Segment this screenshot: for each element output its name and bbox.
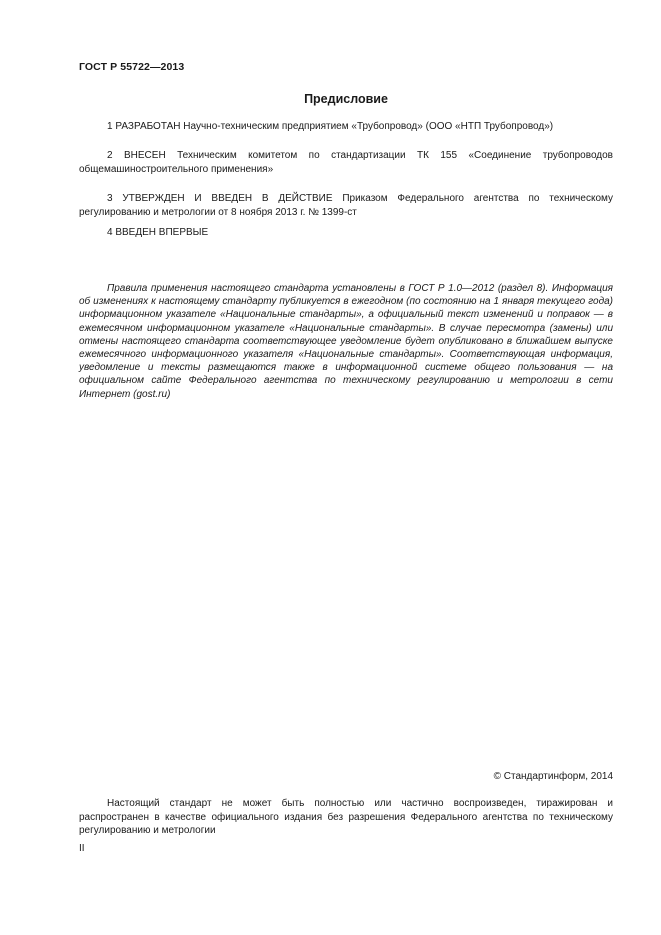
foreword-item-first-introduced: 4 ВВЕДЕН ВПЕРВЫЕ — [107, 227, 209, 238]
foreword-item-developed: 1 РАЗРАБОТАН Научно-техническим предприятием «Трубопровод» (ООО «НТП Трубопровод») — [107, 121, 554, 132]
standard-code: ГОСТ Р 55722—2013 — [79, 61, 185, 73]
reproduction-notice: Настоящий стандарт не может быть полностью или частично воспроизведен, тиражирован и распространен в качестве официального издания без разрешения Федерального агентства по техническому регулированию и метрологии — [79, 798, 613, 836]
copyright-line: © Стандартинформ, 2014 — [493, 771, 613, 782]
page-number: II — [79, 843, 85, 854]
application-rules-notice: Правила применения настоящего стандарта установлены в ГОСТ Р 1.0—2012 (раздел 8). Информация об изменениях к настоящему стандарту публикуется в ежегодном (по состоянию на 1 января текущего года) информационном указателе «Национальные стандарты», а официальный текст изменений и поправок — в ежемесячном информационном указателе «Национальные стандарты». В случае пересмотра (замены) или отмены настоящего стандарта соответствующее уведомление будет опубликовано в ближайшем выпуске ежемесячного информационного указателя «Национальные стандарты». Соответствующая информация, уведомление и тексты размещаются также в информационной системе общего пользования — на официальном сайте Федерального агентства по техническому регулированию и метрологии в сети Интернет (gost.ru) — [79, 283, 613, 400]
foreword-item-approved: 3 УТВЕРЖДЕН И ВВЕДЕН В ДЕЙСТВИЕ Приказом Федерального агентства по техническому регулированию и метрологии от 8 ноября 2013 г. № 1399-ст — [79, 193, 613, 218]
page-title: Предисловие — [304, 92, 388, 106]
foreword-item-introduced: 2 ВНЕСЕН Техническим комитетом по стандартизации ТК 155 «Соединение трубопроводов общемашиностроительного применения» — [79, 150, 613, 175]
